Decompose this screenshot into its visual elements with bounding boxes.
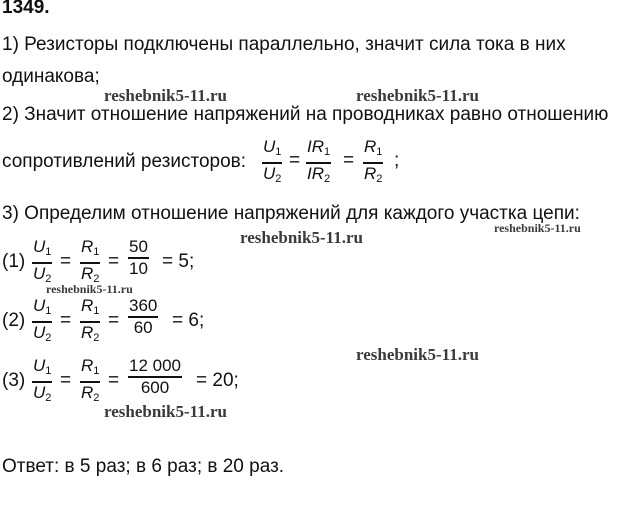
frac-r1-r2: $R_1$ $R_2$ — [81, 356, 100, 404]
line-1a: 1) Резисторы подключены параллельно, значит сила тока в них — [2, 34, 566, 55]
frac-u1-u2: $U_1$ $U_2$ — [33, 237, 52, 285]
eq-sign: = — [108, 251, 120, 272]
eq-sign: = — [343, 150, 355, 171]
calc-label: (1) — [2, 251, 26, 272]
eq-sign: = — [60, 251, 72, 272]
frac-u1-u2: $U_1$ $U_2$ — [33, 296, 52, 344]
calc-result: = 20; — [196, 370, 239, 391]
frac-r1-r2: $R_1$ $R_2$ — [364, 137, 383, 185]
eq-sign: = — [108, 310, 120, 331]
calc-result: = 6; — [172, 310, 205, 331]
line-2a: 2) Значит отношение напряжений на проводниках равно отношению — [2, 104, 609, 125]
watermark: reshebnik5-11.ru — [356, 86, 479, 105]
calc-label: (3) — [2, 370, 26, 391]
frac-numeric: 360 60 — [129, 296, 158, 337]
watermark: reshebnik5-11.ru — [104, 86, 227, 105]
problem-number: 1349. — [2, 0, 50, 18]
watermark: reshebnik5-11.ru — [104, 402, 227, 421]
line-2b: сопротивлений резисторов: — [2, 151, 247, 172]
eq-sign: = — [60, 370, 72, 391]
frac-numeric: 50 10 — [129, 237, 148, 278]
answer-line: Ответ: в 5 раз; в 6 раз; в 20 раз. — [2, 456, 285, 477]
line-1b: одинакова; — [2, 66, 100, 87]
frac-numeric: 12 000 600 — [129, 356, 181, 397]
watermark: reshebnik5-11.ru — [494, 221, 581, 235]
watermark: reshebnik5-11.ru — [356, 345, 479, 364]
eq-sign: = — [289, 150, 301, 171]
frac-u1-u2: $U_1$ $U_2$ — [33, 356, 52, 404]
calc-result: = 5; — [162, 251, 195, 272]
frac-u1-u2: $U_1$ $U_2$ — [263, 137, 282, 185]
line-3: 3) Определим отношение напряжений для каждого участка цепи: — [2, 203, 580, 224]
watermark: reshebnik5-11.ru — [46, 282, 133, 296]
semicolon: ; — [394, 150, 400, 171]
watermark: reshebnik5-11.ru — [240, 228, 363, 247]
frac-r1-r2: $R_1$ $R_2$ — [81, 237, 100, 285]
frac-r1-r2: $R_1$ $R_2$ — [81, 296, 100, 344]
frac-ir1-ir2: $IR_1$ $IR_2$ — [307, 137, 331, 185]
eq-sign: = — [60, 310, 72, 331]
calc-label: (2) — [2, 310, 26, 331]
eq-sign: = — [108, 370, 120, 391]
